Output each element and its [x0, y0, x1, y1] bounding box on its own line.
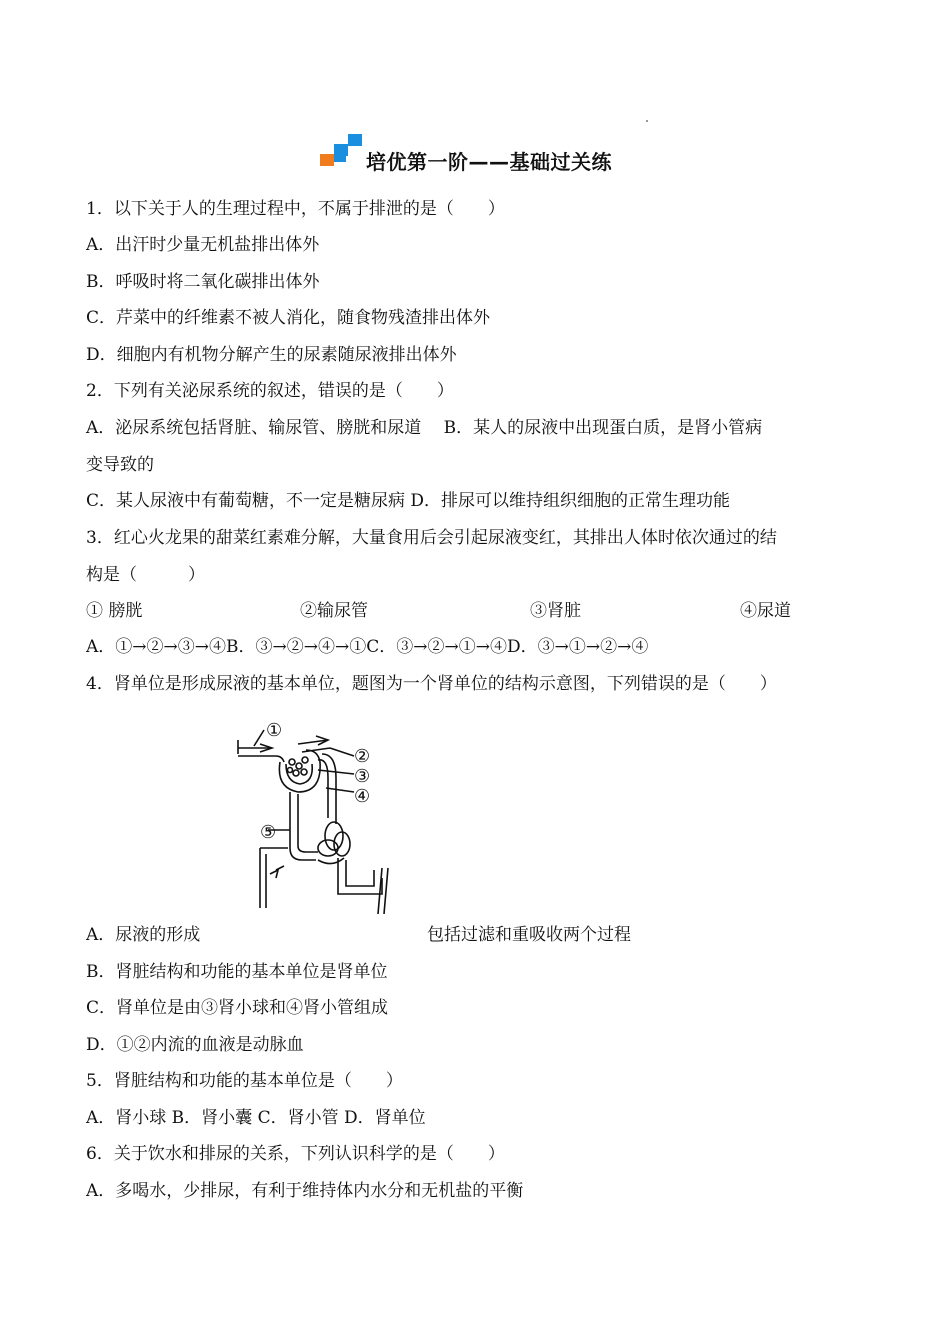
question-3-item-2: ②输尿管	[300, 601, 368, 621]
question-3-stem-cont: 构是（ ）	[86, 565, 205, 585]
question-1-option-c: C．芹菜中的纤维素不被人消化，随食物残渣排出体外	[86, 308, 491, 328]
question-1-stem: 1．以下关于人的生理过程中，不属于排泄的是（ ）	[86, 199, 505, 219]
question-4-option-d: D．①②内流的血液是动脉血	[86, 1035, 304, 1055]
speck	[646, 120, 648, 122]
section-header	[0, 132, 950, 172]
question-6-stem: 6．关于饮水和排尿的关系，下列认识科学的是（ ）	[86, 1144, 505, 1164]
question-1-option-d: D．细胞内有机物分解产生的尿素随尿液排出体外	[86, 345, 457, 365]
question-3-stem: 3．红心火龙果的甜菜红素难分解，大量食用后会引起尿液变红，其排出人体时依次通过的结	[86, 528, 777, 548]
question-4-stem: 4．肾单位是形成尿液的基本单位，题图为一个肾单位的结构示意图，下列错误的是（ ）	[86, 674, 777, 694]
question-6-option-a: A．多喝水，少排尿，有利于维持体内水分和无机盐的平衡	[86, 1181, 524, 1201]
question-4-option-a-part2: 包括过滤和重吸收两个过程	[427, 925, 631, 945]
question-3-item-1: ① 膀胱	[86, 601, 143, 621]
question-5-stem: 5．肾脏结构和功能的基本单位是（ ）	[86, 1071, 403, 1091]
question-2-options-ab: A．泌尿系统包括肾脏、输尿管、膀胱和尿道 B．某人的尿液中出现蛋白质，是肾小管病	[86, 418, 763, 438]
nephron-diagram	[232, 718, 402, 914]
diagram-label-5: ⑤	[260, 822, 277, 843]
question-1-option-b: B．呼吸时将二氧化碳排出体外	[86, 272, 320, 292]
page-title: 培优第一阶——基础过关练	[366, 150, 612, 174]
diagram-label-2: ②	[354, 746, 371, 767]
question-2-stem: 2．下列有关泌尿系统的叙述，错误的是（ ）	[86, 381, 454, 401]
question-2-options-ab-cont: 变导致的	[86, 455, 154, 475]
question-3-item-4: ④尿道	[740, 601, 791, 621]
diagram-label-1: ①	[266, 720, 283, 741]
steps-logo-icon	[320, 134, 364, 168]
question-4-option-c: C．肾单位是由③肾小球和④肾小管组成	[86, 998, 389, 1018]
diagram-label-4: ④	[354, 786, 371, 807]
question-2-options-cd: C．某人尿液中有葡萄糖，不一定是糖尿病 D．排尿可以维持组织细胞的正常生理功能	[86, 491, 731, 511]
question-4-option-b: B．肾脏结构和功能的基本单位是肾单位	[86, 962, 388, 982]
question-5-options: A．肾小球 B．肾小囊 C．肾小管 D．肾单位	[86, 1108, 426, 1128]
question-3-item-3: ③肾脏	[530, 601, 581, 621]
question-1-option-a: A．出汗时少量无机盐排出体外	[86, 235, 320, 255]
question-4-option-a-part1: A．尿液的形成	[86, 925, 201, 945]
diagram-label-3: ③	[354, 766, 371, 787]
question-3-options: A．①→②→③→④B．③→②→④→①C．③→②→①→④D．③→①→②→④	[86, 637, 649, 657]
